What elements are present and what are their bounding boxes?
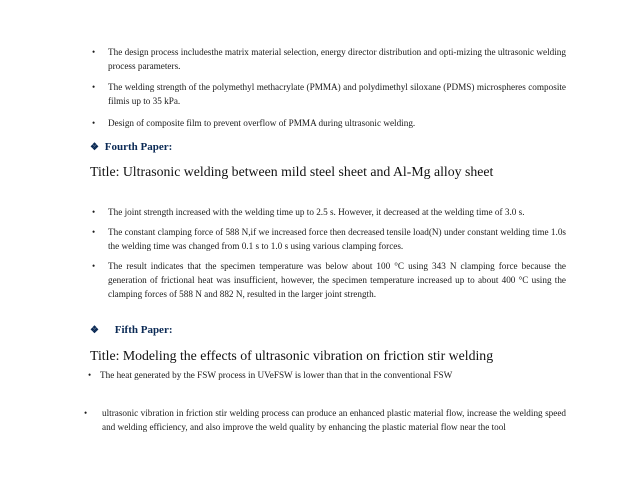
bullet-dot-icon: • [92,47,96,57]
list-item [92,259,566,301]
list-item-text: The joint strength increased with the welding time up to 2.5 s. However, it decreased at the welding time of 3.0 s. [108,207,525,217]
list-item-text: The result indicates that the specimen temperature was below about 100 °C using 343 N clamping force because the generation of frictional heat was insufficient, however, the specimen temperature increased up to about 400 °C using the clamping forces of 588 N and 882 N, resulted in the larger joint strength. [108,261,566,299]
list-item-text: The welding strength of the polymethyl methacrylate (PMMA) and polydimethyl siloxane (PDMS) microspheres composite filmis up to 35 kPa. [108,82,566,106]
fourth-paper-heading [90,141,172,153]
fifth-paper-title: Title: Modeling the effects of ultrasonic vibration on friction stir welding [90,348,494,363]
list-item [92,205,566,219]
list-item [92,80,566,108]
diamond-bullet-icon: ❖ [90,142,99,153]
list-item [92,116,566,130]
bullet-dot-icon: • [92,82,96,92]
fifth-paper-heading [90,324,172,336]
list-item-text: ultrasonic vibration in friction stir welding process can produce an enhanced plastic material flow, increase the welding speed and welding efficiency, and also improve the weld quality by enhancing the plastic material flow near the tool [102,408,566,432]
bullet-dot-icon: • [92,207,96,217]
bullet-dot-icon: • [92,118,96,128]
heading-text: Fifth Paper: [114,324,173,336]
list-item [88,368,568,382]
list-item [84,406,566,434]
bullet-dot-icon: • [88,370,92,380]
list-item [92,45,566,73]
list-item [92,225,566,253]
fourth-paper-title: Title: Ultrasonic welding between mild steel sheet and Al-Mg alloy sheet [90,164,494,179]
list-item-text: Design of composite film to prevent overflow of PMMA during ultrasonic welding. [108,118,416,128]
bullet-dot-icon: • [84,408,88,418]
diamond-bullet-icon: ❖ [90,325,99,336]
heading-text: Fourth Paper: [104,141,173,153]
list-item-text: The constant clamping force of 588 N,if we increased force then decreased tensile load(N) under constant welding time 1.0s the welding time was changed from 0.1 s to 1.0 s using various clamping forces. [108,227,566,251]
list-item-text: The heat generated by the FSW process in UVeFSW is lower than that in the conventional FSW [100,370,453,380]
list-item-text: The design process includesthe matrix material selection, energy director distribution and opti-mizing the ultrasonic welding process parameters. [108,47,566,71]
bullet-dot-icon: • [92,227,96,237]
bullet-dot-icon: • [92,261,96,271]
